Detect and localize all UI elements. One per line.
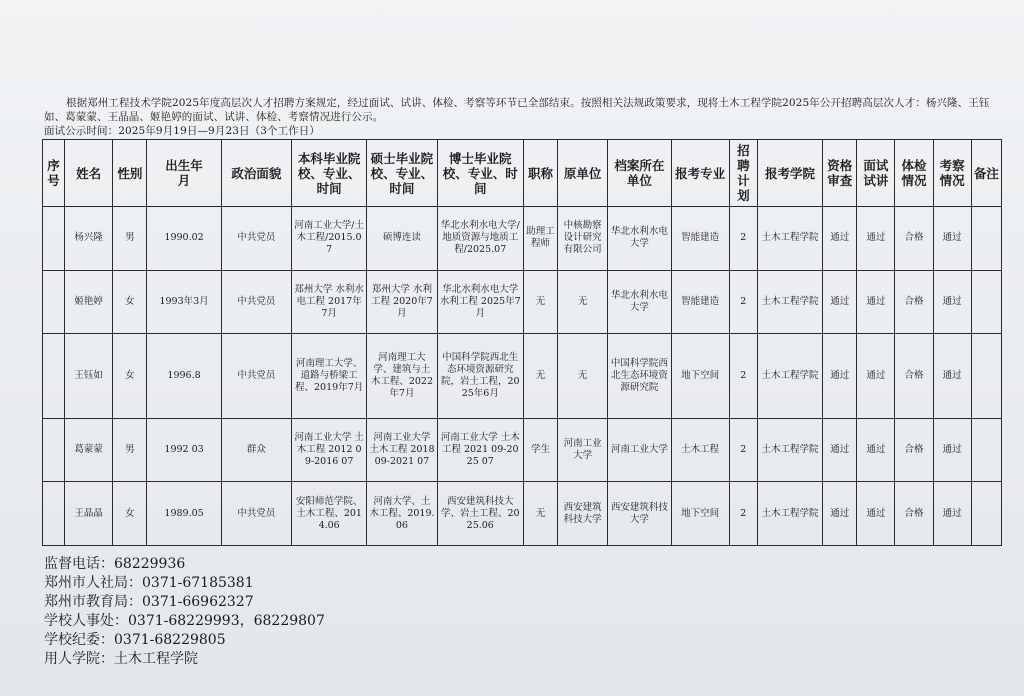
cell-politics: 中共党员	[221, 207, 291, 271]
cell-interview: 通过	[857, 207, 895, 271]
cell-doctor: 河南工业大学 土木工程 2021 09-2025 07	[437, 418, 523, 482]
cell-seq	[43, 334, 65, 418]
table-row	[43, 207, 1002, 271]
cell-qualify: 通过	[823, 418, 857, 482]
cell-title: 无	[523, 482, 557, 546]
cell-interview: 通过	[857, 418, 895, 482]
cell-politics: 中共党员	[221, 334, 291, 418]
cell-quota: 2	[729, 482, 757, 546]
header-gender: 性别	[113, 140, 147, 207]
contact-school-personnel: 学校人事处：0371-68229993，68229807	[44, 613, 325, 629]
cell-interview: 通过	[857, 334, 895, 418]
header-name: 姓名	[65, 140, 113, 207]
contact-education-bureau: 郑州市教育局：0371-66962327	[44, 594, 254, 610]
cell-remark	[971, 482, 1001, 546]
header-inspect: 考察情况	[933, 140, 971, 207]
cell-name: 王钰如	[65, 334, 113, 418]
cell-qualify: 通过	[823, 207, 857, 271]
table-row	[43, 270, 1002, 334]
cell-major: 地下空间	[671, 482, 729, 546]
header-title: 职称	[523, 140, 557, 207]
cell-archive: 华北水利水电大学	[608, 207, 671, 271]
cell-interview: 通过	[857, 482, 895, 546]
cell-doctor: 华北水利水电大学 水利工程 2025年7月	[437, 270, 523, 334]
cell-remark	[971, 418, 1001, 482]
cell-archive: 西安建筑科技大学	[608, 482, 671, 546]
header-major: 报考专业	[671, 140, 729, 207]
cell-birth: 1989.05	[147, 482, 221, 546]
header-org: 原单位	[558, 140, 608, 207]
cell-inspect: 通过	[933, 207, 971, 271]
cell-quota: 2	[729, 334, 757, 418]
header-seq: 序号	[43, 140, 65, 207]
contact-list	[44, 555, 325, 669]
cell-major: 智能建造	[671, 270, 729, 334]
cell-college: 土木工程学院	[757, 270, 822, 334]
header-college: 报考学院	[757, 140, 822, 207]
cell-qualify: 通过	[823, 270, 857, 334]
intro-paragraph: 根据郑州工程技术学院2025年度高层次人才招聘方案规定，经过面试、试讲、体检、考察等环节已全部结束。按照相关法规政策要求，现将土木工程学院2025年公开招聘高层次人才：杨兴隆、王钰如、葛蒙蒙、王晶晶、姬艳婷的面试、试讲、体检、考察情况进行公示。	[44, 97, 990, 123]
cell-gender: 女	[113, 270, 147, 334]
cell-bachelor: 安阳师范学院、土木工程、2014.06	[291, 482, 366, 546]
cell-name: 杨兴隆	[65, 207, 113, 271]
cell-title: 无	[523, 334, 557, 418]
contact-hiring-college: 用人学院：土木工程学院	[44, 651, 198, 667]
cell-name: 姬艳婷	[65, 270, 113, 334]
cell-politics: 群众	[221, 418, 291, 482]
cell-qualify: 通过	[823, 482, 857, 546]
cell-seq	[43, 418, 65, 482]
cell-archive: 华北水利水电大学	[608, 270, 671, 334]
cell-org: 中核勘察设计研究有限公司	[558, 207, 608, 271]
header-remark: 备注	[971, 140, 1001, 207]
cell-org: 无	[558, 334, 608, 418]
cell-title: 无	[523, 270, 557, 334]
cell-name: 葛蒙蒙	[65, 418, 113, 482]
cell-master: 河南工业大学 土木工程 2018 09-2021 07	[367, 418, 437, 482]
header-bachelor: 本科毕业院校、专业、时间	[291, 140, 366, 207]
cell-master: 硕博连读	[367, 207, 437, 271]
header-archive: 档案所在单位	[608, 140, 671, 207]
cell-master: 郑州大学 水利工程 2020年7月	[367, 270, 437, 334]
publicity-period: 面试公示时间：2025年9月19日—9月23日（3个工作日）	[44, 125, 320, 137]
cell-remark	[971, 207, 1001, 271]
header-master: 硕士毕业院校、专业、时间	[367, 140, 437, 207]
cell-birth: 1992 03	[147, 418, 221, 482]
cell-remark	[971, 334, 1001, 418]
cell-college: 土木工程学院	[757, 207, 822, 271]
header-medical: 体检情况	[895, 140, 933, 207]
cell-inspect: 通过	[933, 482, 971, 546]
cell-major: 土木工程	[671, 418, 729, 482]
table-row	[43, 482, 1002, 546]
table-row	[43, 334, 1002, 418]
cell-medical: 合格	[895, 334, 933, 418]
cell-inspect: 通过	[933, 270, 971, 334]
cell-inspect: 通过	[933, 334, 971, 418]
candidate-table	[42, 139, 1002, 546]
cell-title: 助理工程师	[523, 207, 557, 271]
cell-doctor: 西安建筑科技大学、岩土工程、2025.06	[437, 482, 523, 546]
cell-medical: 合格	[895, 418, 933, 482]
cell-college: 土木工程学院	[757, 334, 822, 418]
cell-medical: 合格	[895, 270, 933, 334]
cell-interview: 通过	[857, 270, 895, 334]
contact-supervision-phone: 监督电话：68229936	[44, 556, 186, 572]
cell-major: 智能建造	[671, 207, 729, 271]
cell-birth: 1990.02	[147, 207, 221, 271]
contact-school-discipline: 学校纪委：0371-68229805	[44, 632, 226, 648]
cell-qualify: 通过	[823, 334, 857, 418]
cell-quota: 2	[729, 418, 757, 482]
cell-gender: 女	[113, 334, 147, 418]
cell-inspect: 通过	[933, 418, 971, 482]
cell-doctor: 中国科学院西北生态环境资源研究院，岩土工程，2025年6月	[437, 334, 523, 418]
cell-master: 河南大学、土木工程、2019.06	[367, 482, 437, 546]
header-quota: 招聘计划	[729, 140, 757, 207]
cell-college: 土木工程学院	[757, 482, 822, 546]
cell-politics: 中共党员	[221, 270, 291, 334]
cell-birth: 1993年3月	[147, 270, 221, 334]
cell-seq	[43, 270, 65, 334]
table-header-row	[43, 140, 1002, 207]
cell-college: 土木工程学院	[757, 418, 822, 482]
cell-bachelor: 河南理工大学、道路与桥梁工程、2019年7月	[291, 334, 366, 418]
header-politics: 政治面貌	[221, 140, 291, 207]
cell-org: 西安建筑科技大学	[558, 482, 608, 546]
cell-org: 无	[558, 270, 608, 334]
cell-medical: 合格	[895, 207, 933, 271]
cell-gender: 男	[113, 418, 147, 482]
cell-bachelor: 河南工业大学 土木工程 2012 09-2016 07	[291, 418, 366, 482]
cell-seq	[43, 482, 65, 546]
announcement-intro	[44, 96, 1010, 138]
cell-gender: 男	[113, 207, 147, 271]
cell-quota: 2	[729, 207, 757, 271]
header-interview: 面试试讲	[857, 140, 895, 207]
cell-seq	[43, 207, 65, 271]
cell-doctor: 华北水利水电大学/地质资源与地质工程/2025.07	[437, 207, 523, 271]
cell-org: 河南工业大学	[558, 418, 608, 482]
header-qualify: 资格审查	[823, 140, 857, 207]
cell-politics: 中共党员	[221, 482, 291, 546]
table-row	[43, 418, 1002, 482]
cell-name: 王晶晶	[65, 482, 113, 546]
cell-remark	[971, 270, 1001, 334]
cell-medical: 合格	[895, 482, 933, 546]
cell-gender: 女	[113, 482, 147, 546]
cell-major: 地下空间	[671, 334, 729, 418]
cell-archive: 中国科学院西北生态环境资源研究院	[608, 334, 671, 418]
cell-master: 河南理工大学、建筑与土木工程、2022年7月	[367, 334, 437, 418]
cell-title: 学生	[523, 418, 557, 482]
contact-hr-bureau: 郑州市人社局：0371-67185381	[44, 575, 254, 591]
cell-archive: 河南工业大学	[608, 418, 671, 482]
header-doctor: 博士毕业院校、专业、时间	[437, 140, 523, 207]
header-birth: 出生年月	[147, 140, 221, 207]
cell-quota: 2	[729, 270, 757, 334]
cell-bachelor: 河南工业大学/土木工程/2015.07	[291, 207, 366, 271]
cell-bachelor: 郑州大学 水利水电工程 2017年7月	[291, 270, 366, 334]
cell-birth: 1996.8	[147, 334, 221, 418]
